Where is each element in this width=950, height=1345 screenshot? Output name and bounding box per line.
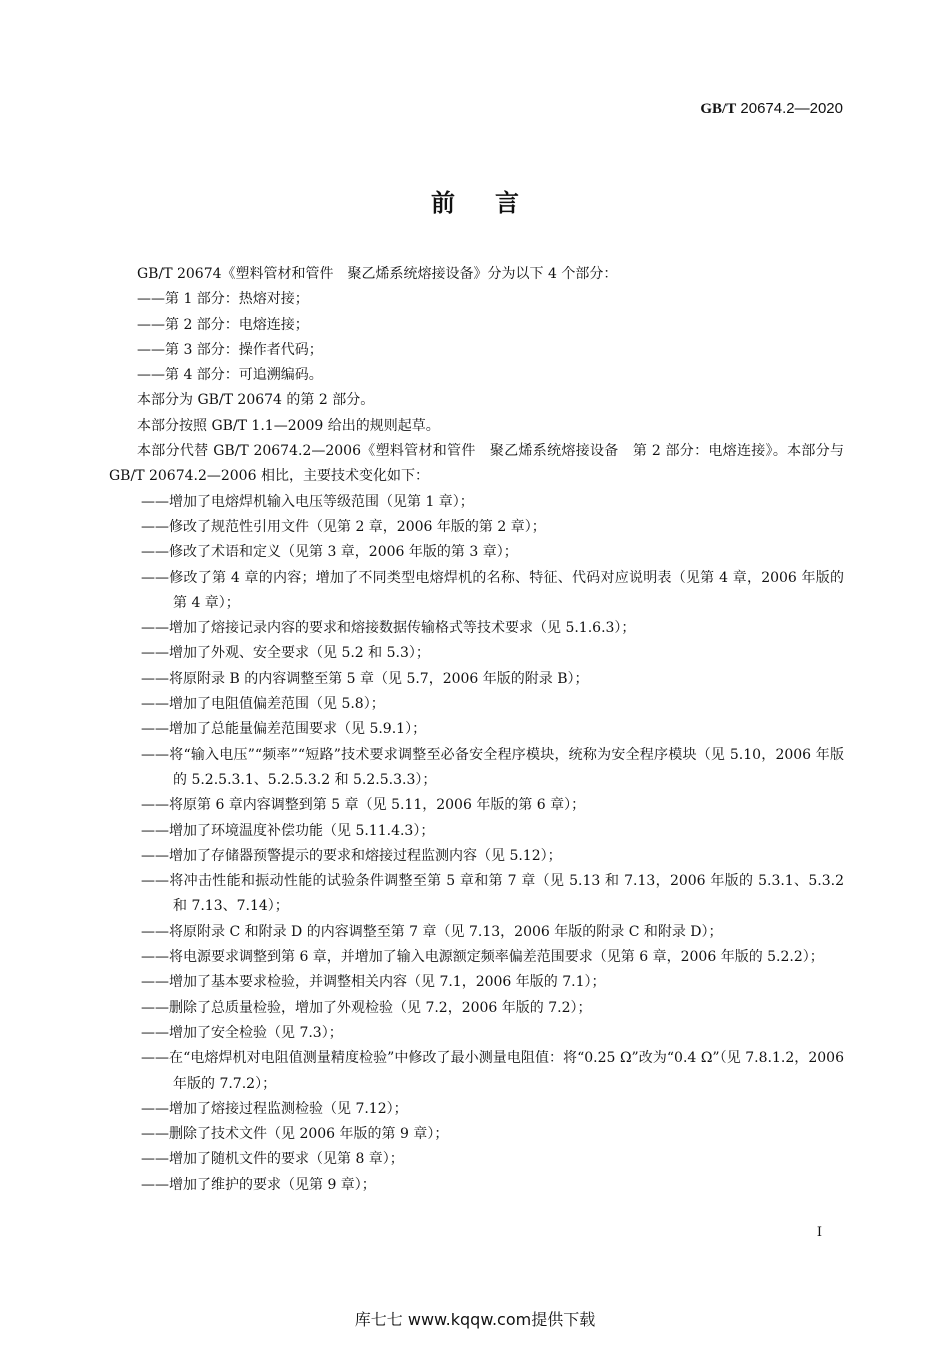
intro-paragraph: GB/T 20674《塑料管材和管件 聚乙烯系统熔接设备》分为以下 4 个部分： bbox=[137, 266, 618, 282]
change-item: ——增加了外观、安全要求（见 5.2 和 5.3）； bbox=[141, 645, 430, 662]
change-item: ——增加了电阻值偏差范围（见 5.8）； bbox=[141, 696, 385, 713]
part-item: ——第 1 部分：热熔对接； bbox=[137, 291, 309, 308]
page-title: 前言 bbox=[431, 189, 559, 217]
change-item: ——将冲击性能和振动性能的试验条件调整至第 5 章和第 7 章（见 5.13 和 7.13，2006 年版的 5.3.1、5.3.2 和 7.13、7.14）； bbox=[141, 873, 844, 915]
change-item: ——在“电熔焊机对电阻值测量精度检验”中修改了最小测量电阻值：将“0.25 Ω”改为“0.4 Ω”（见 7.8.1.2，2006 年版的 7.7.2）； bbox=[141, 1050, 844, 1092]
standard-number: 20674.2—2020 bbox=[740, 100, 843, 117]
change-item: ——增加了电熔焊机输入电压等级范围（见第 1 章）； bbox=[141, 493, 474, 510]
part-item: ——第 4 部分：可追溯编码。 bbox=[137, 367, 323, 384]
change-item: ——删除了总质量检验，增加了外观检验（见 7.2，2006 年版的 7.2）； bbox=[141, 999, 592, 1016]
standard-prefix: GB/T bbox=[700, 101, 737, 117]
drafting-paragraph: 本部分按照 GB/T 1.1—2009 给出的规则起草。 bbox=[137, 417, 440, 434]
change-item: ——将电源要求调整到第 6 章，并增加了输入电源额定频率偏差范围要求（见第 6 章，2006 年版的 5.2.2）； bbox=[141, 949, 824, 966]
change-item: ——增加了安全检验（见 7.3）； bbox=[141, 1024, 343, 1041]
change-item: ——增加了维护的要求（见第 9 章）； bbox=[141, 1176, 376, 1193]
change-item: ——修改了第 4 章的内容；增加了不同类型电熔焊机的名称、特征、代码对应说明表（见第 4 章，2006 年版的第 4 章）； bbox=[141, 569, 844, 611]
change-item: ——将“输入电压”“频率”“短路”技术要求调整至必备安全程序模块，统称为安全程序模块（见 5.10，2006 年版的 5.2.5.3.1、5.2.5.3.2 和 5.2.5.3.3）； bbox=[141, 746, 844, 788]
change-item: ——增加了基本要求检验，并调整相关内容（见 7.1，2006 年版的 7.1）； bbox=[141, 974, 606, 991]
change-item: ——增加了随机文件的要求（见第 8 章）； bbox=[141, 1151, 404, 1168]
change-item: ——修改了规范性引用文件（见第 2 章，2006 年版的第 2 章）； bbox=[141, 518, 546, 535]
standard-code bbox=[700, 100, 843, 118]
change-item: ——将原附录 B 的内容调整至第 5 章（见 5.7，2006 年版的附录 B）； bbox=[141, 670, 589, 687]
change-item: ——增加了存储器预警提示的要求和熔接过程监测内容（见 5.12）； bbox=[141, 847, 562, 864]
replaces-paragraph: 本部分代替 GB/T 20674.2—2006《塑料管材和管件 聚乙烯系统熔接设备 第 2 部分：电熔连接》。本部分与 GB/T 20674.2—2006 相比，主要技术变化如下： bbox=[109, 443, 844, 485]
page-number: I bbox=[816, 1225, 822, 1240]
part-item: ——第 3 部分：操作者代码； bbox=[137, 341, 323, 358]
change-item: ——将原第 6 章内容调整到第 5 章（见 5.11，2006 年版的第 6 章）； bbox=[141, 797, 586, 814]
change-item: ——将原附录 C 和附录 D 的内容调整至第 7 章（见 7.13，2006 年版的附录 C 和附录 D）； bbox=[141, 923, 723, 940]
change-item: ——删除了技术文件（见 2006 年版的第 9 章）； bbox=[141, 1126, 449, 1143]
foreword-body bbox=[109, 262, 844, 1198]
download-footer: 库七七 www.kqqw.com提供下载 bbox=[354, 1310, 596, 1329]
is-part-paragraph: 本部分为 GB/T 20674 的第 2 部分。 bbox=[137, 392, 375, 409]
change-item: ——增加了总能量偏差范围要求（见 5.9.1）； bbox=[141, 721, 427, 738]
part-item: ——第 2 部分：电熔连接； bbox=[137, 316, 309, 333]
change-item: ——修改了术语和定义（见第 3 章，2006 年版的第 3 章）； bbox=[141, 544, 518, 561]
change-item: ——增加了熔接过程监测检验（见 7.12）； bbox=[141, 1100, 408, 1117]
change-item: ——增加了环境温度补偿功能（见 5.11.4.3）； bbox=[141, 822, 435, 839]
change-item: ——增加了熔接记录内容的要求和熔接数据传输格式等技术要求（见 5.1.6.3）； bbox=[141, 620, 636, 637]
